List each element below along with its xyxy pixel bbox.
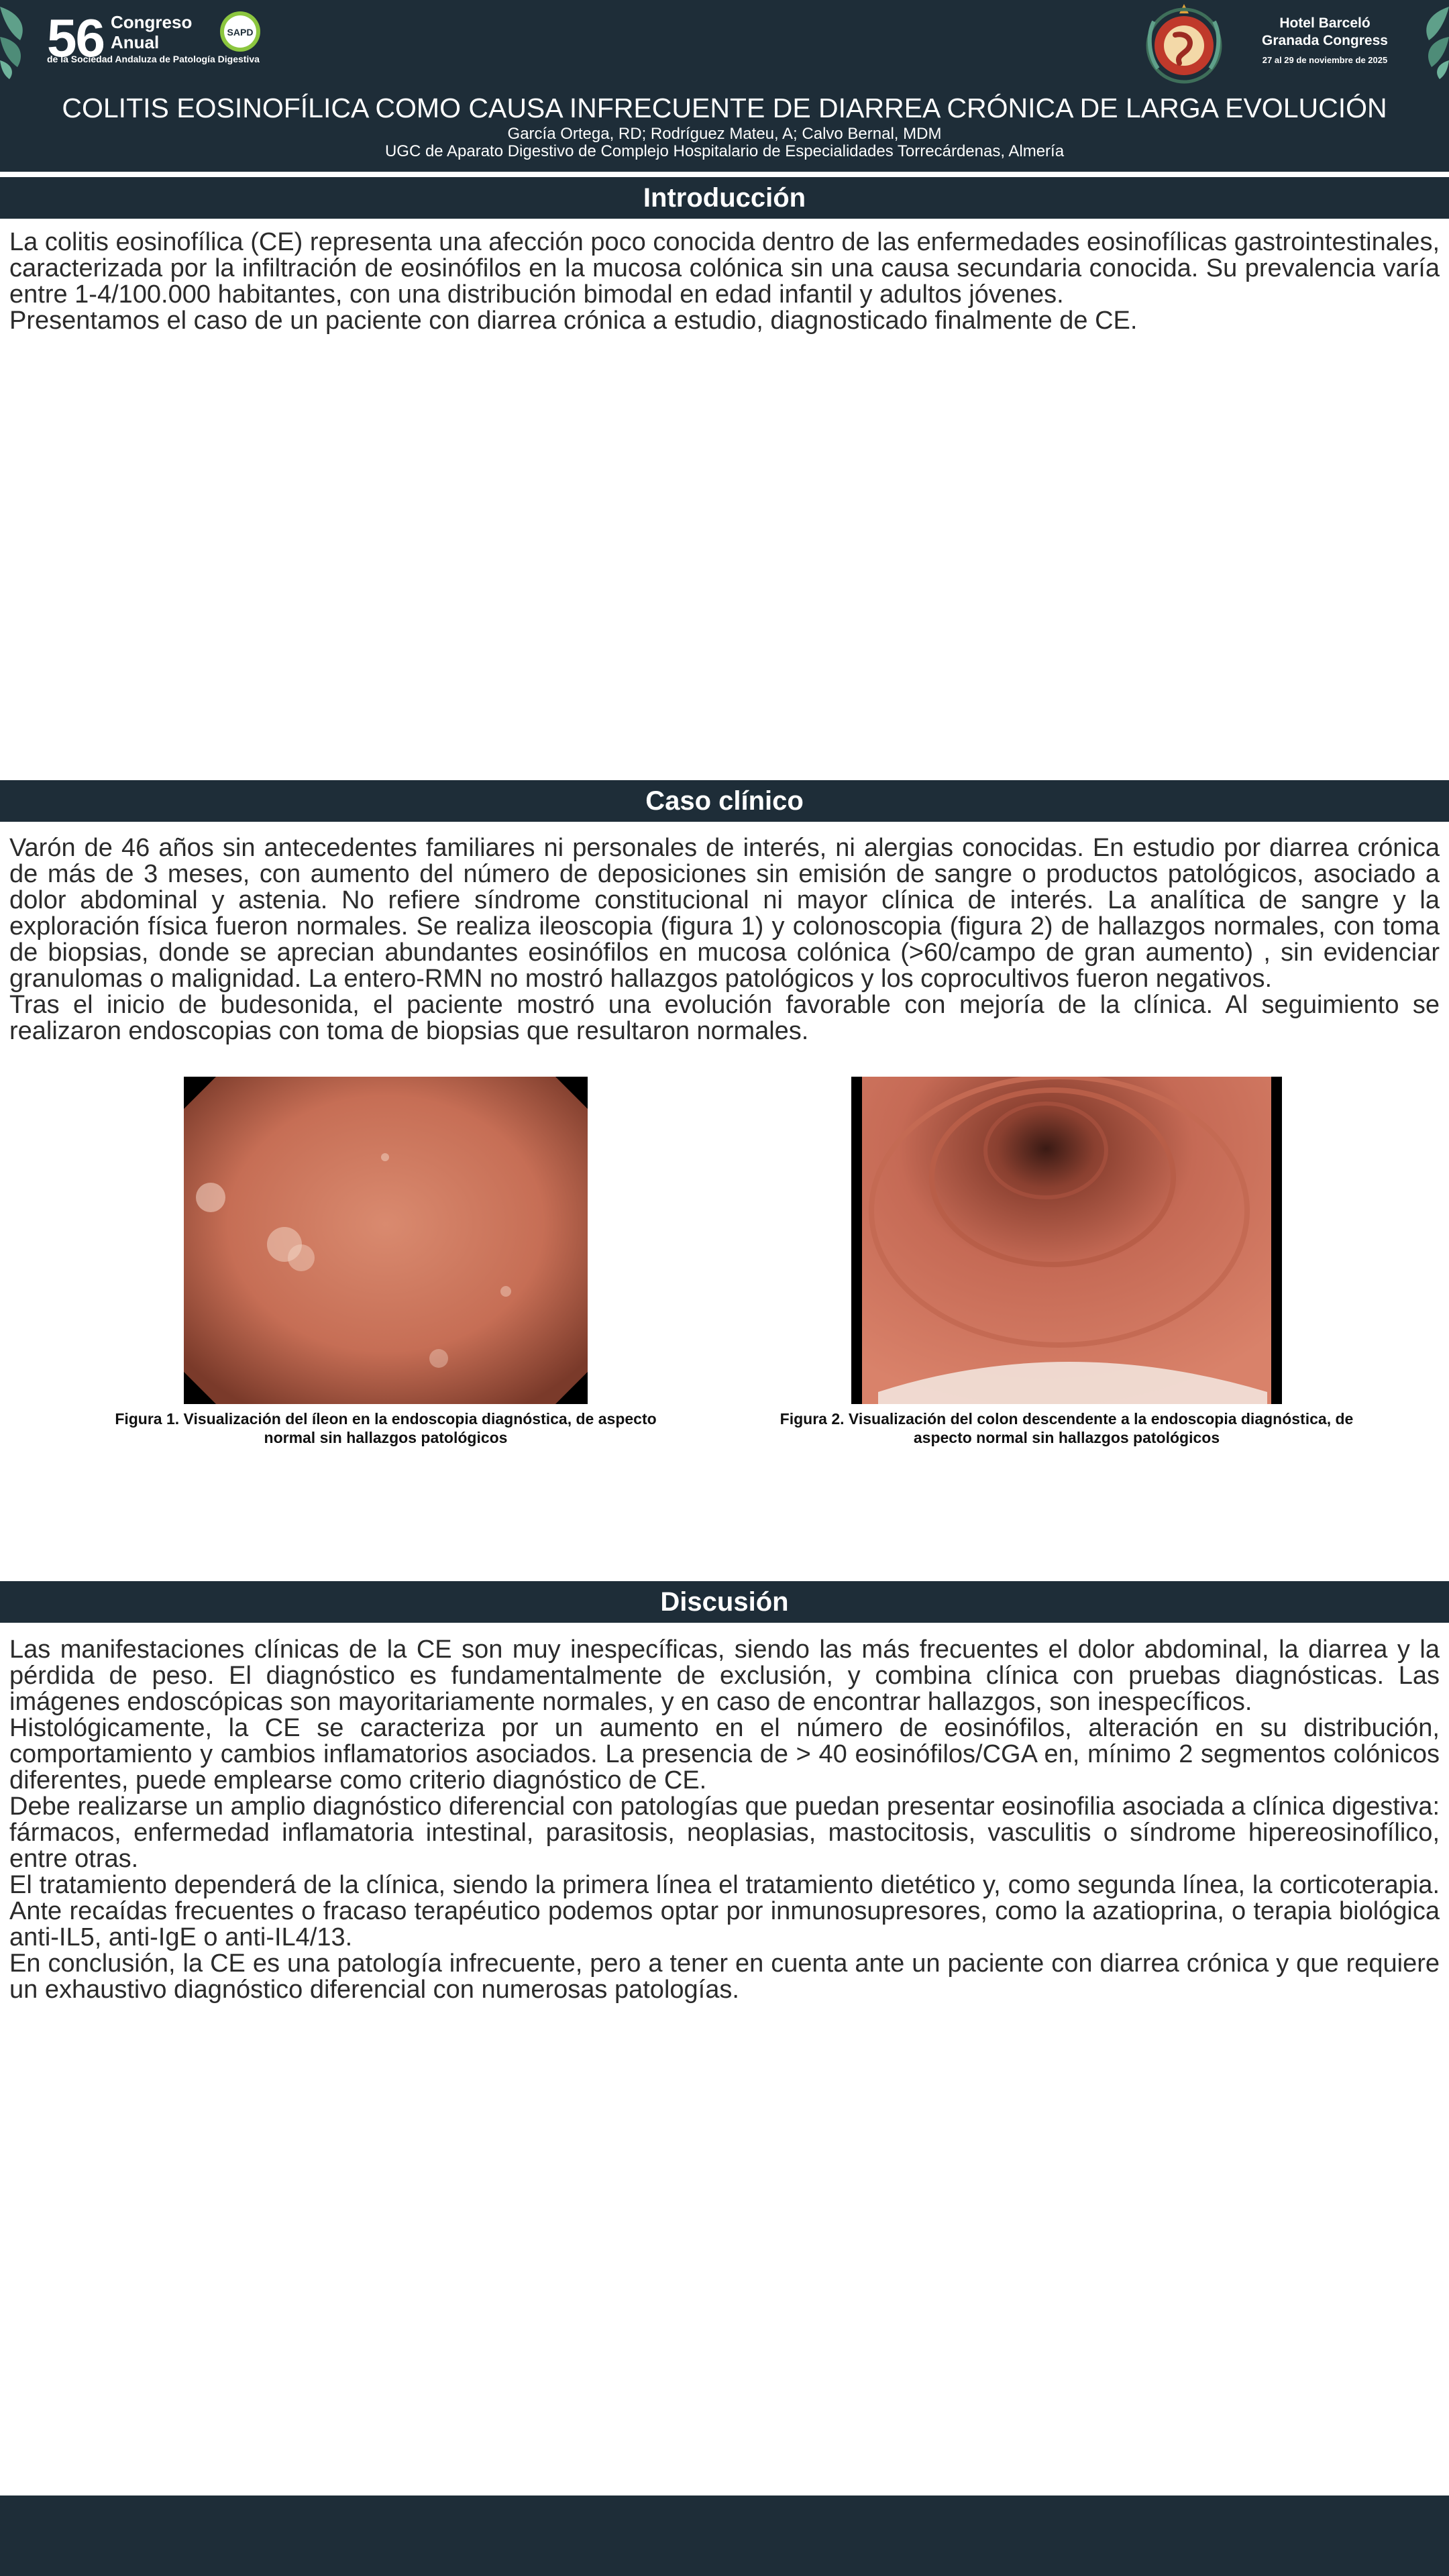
case-text — [9, 835, 1440, 1044]
intro-text — [9, 229, 1440, 334]
poster-title: COLITIS EOSINOFÍLICA COMO CAUSA INFRECUENTE DE DIARREA CRÓNICA DE LARGA EVOLUCIÓN — [62, 93, 1387, 123]
figure-2 — [765, 1077, 1368, 1447]
discussion-text — [9, 1637, 1440, 2003]
poster-footer — [0, 2496, 1449, 2576]
figure-2-caption: Figura 2. Visualización del colon descendente a la endoscopia diagnóstica, de aspecto normal sin hallazgos patológicos — [780, 1410, 1354, 1446]
venue-info — [1248, 15, 1402, 65]
intro-paragraph: La colitis eosinofílica (CE) representa una afección poco conocida dentro de las enfermedades eosinofílicas gastrointestinales, caracterizada por la infiltración de eosinófilos en la mucosa colónica sin una causa secundaria conocida. Su prevalencia varía entre 1-4/100.000 habitantes, con una distribución bimodal en edad infantil y adultos jóvenes. — [9, 228, 1440, 309]
section-title-discussion: Discusión — [0, 1581, 1449, 1623]
congress-number: 56 — [47, 8, 104, 68]
poster-affiliation: UGC de Aparato Digestivo de Complejo Hospitalario de Especialidades Torrecárdenas, Almería — [384, 142, 1065, 160]
society-name: de la Sociedad Andaluza de Patología Digestiva — [47, 54, 260, 64]
congress-label: Congreso Anual — [111, 12, 193, 52]
svg-text:SAPD: SAPD — [227, 27, 254, 38]
granada-seal-icon — [1140, 1, 1228, 85]
poster-header — [0, 0, 1449, 172]
sapd-logo-icon — [218, 9, 262, 54]
section-title-intro: Introducción — [0, 177, 1449, 219]
discussion-paragraph: El tratamiento dependerá de la clínica, siendo la primera línea el tratamiento dietético y, como segunda línea, la corticoterapia. Ante recaídas frecuentes o fracaso terapéutico podemos optar por inmunosupresores, como la azatioprina, o terapia biológica anti-IL5, anti-IgE o anti-IL4/13. — [9, 1871, 1440, 1951]
discussion-paragraph: Las manifestaciones clínicas de la CE son muy inespecíficas, siendo las más frecuentes el dolor abdominal, la diarrea y la pérdida de peso. El diagnóstico es fundamentalmente de exclusión, y combina clínica con pruebas diagnósticas. Las imágenes endoscópicas son mayoritariamente normales, y en caso de encontrar hallazgos, son inespecíficos. — [9, 1635, 1440, 1716]
figure-1-caption: Figura 1. Visualización del íleon en la endoscopia diagnóstica, de aspecto normal sin hallazgos patológicos — [115, 1410, 657, 1446]
discussion-paragraph: Debe realizarse un amplio diagnóstico diferencial con patologías que puedan presentar eosinofilia asociada a clínica digestiva: fármacos, enfermedad inflamatoria intestinal, parasitosis, neoplasias, mastocitosis, vasculitis o síndrome hipereosinofílico, entre otras. — [9, 1792, 1440, 1873]
poster-authors: García Ortega, RD; Rodríguez Mateu, A; Calvo Bernal, MDM — [507, 125, 942, 143]
ileum-endoscopy-image — [184, 1077, 588, 1404]
section-title-case: Caso clínico — [0, 780, 1449, 822]
colon-endoscopy-image — [851, 1077, 1282, 1404]
leaf-decoration-left-icon — [0, 0, 40, 80]
case-paragraph: Tras el inicio de budesonida, el paciente mostró una evolución favorable con mejoría de la clínica. Al seguimiento se realizaron endoscopias con toma de biopsias que resultaron normales. — [9, 991, 1440, 1045]
discussion-paragraph: Histológicamente, la CE se caracteriza por un aumento en el número de eosinófilos, alteración en su distribución, comportamiento y cambios inflamatorios asociados. La presencia de > 40 eosinófilos/CGA en, mínimo 2 segmentos colónicos diferentes, puede emplearse como criterio diagnóstico de CE. — [9, 1714, 1440, 1794]
leaf-decoration-right-icon — [1409, 0, 1449, 80]
intro-paragraph: Presentamos el caso de un paciente con diarrea crónica a estudio, diagnosticado finalmente de CE. — [9, 307, 1138, 335]
discussion-paragraph: En conclusión, la CE es una patología infrecuente, pero a tener en cuenta ante un paciente con diarrea crónica y que requiere un exhaustivo diagnóstico diferencial con numerosas patologías. — [9, 1949, 1440, 2004]
venue-dates: 27 al 29 de noviembre de 2025 — [1262, 55, 1388, 65]
venue-line-1: Hotel Barceló — [1279, 15, 1371, 31]
case-paragraph: Varón de 46 años sin antecedentes familiares ni personales de interés, ni alergias conocidas. En estudio por diarrea crónica de más de 3 meses, con aumento del número de deposiciones sin emisión de sangre o productos patológicos, asociado a dolor abdominal y astenia. No refiere síndrome constitucional ni mayor clínica de interés. La analítica de sangre y la exploración física fueron normales. Se realiza ileoscopia (figura 1) y colonoscopia (figura 2) de hallazgos normales, con toma de biopsias, donde se aprecian abundantes eosinófilos en mucosa colónica (>60/campo de gran aumento) , sin evidenciar granulomas o malignidad. La entero-RMN no mostró hallazgos patológicos y los coprocultivos fueron negativos. — [9, 834, 1440, 993]
figure-1 — [94, 1077, 678, 1447]
venue-line-2: Granada Congress — [1262, 33, 1388, 48]
